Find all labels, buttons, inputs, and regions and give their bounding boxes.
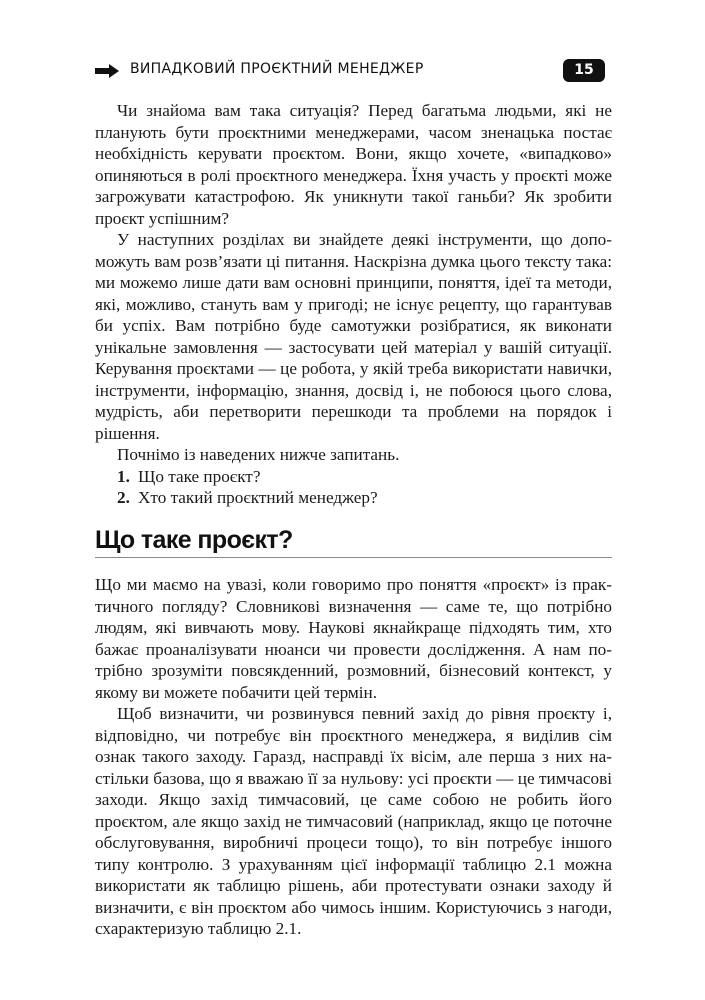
list-item [95, 487, 612, 509]
section-text [95, 574, 612, 940]
paragraph: У наступних розділах ви знайдете деякі інструменти, що допоможуть вам розв’язати ці питання. Наскрізна думка цього тексту така: ми можемо лише дати вам основні принципи, поняття, ідеї та методи, які, можливо, стануть вам у пригоді; не існує рецепту, що гарантував би успіх. Вам потрібно буде самотужки розібратися, як виконати унікальне замовлення — застосувати цей матеріал у вашій ситуації. Керування проєктами — це робота, у якій треба використати навички, інструменти, інформацію, знання, досвід і, не побоюся цього слова, мудрість, аби перетворити перешкоди та проблеми на порядок і рішення. [95, 230, 612, 443]
intro-text [95, 100, 612, 509]
section-heading [95, 525, 612, 558]
questions-list [95, 466, 612, 509]
section-title: Що таке проєкт? [95, 526, 293, 554]
running-head [95, 58, 610, 84]
paragraph: Що ми маємо на увазі, коли говоримо про поняття «проєкт» із практичного погляду? Словникові визначення — саме те, що потрібно людям, які вивчають мову. Наукові якнайкраще підходять тим, хто бажає проаналізувати нюанси чи провести дослідження. А нам потрібно зрозуміти повсякденний, розмовний, бізнесовий контекст, у якому ви можете побачити цей термін. [95, 575, 612, 702]
list-item [95, 466, 612, 488]
page-number-badge: 15 [563, 59, 605, 82]
running-head-title: ВИПАДКОВИЙ ПРОЄКТНИЙ МЕНЕДЖЕР [130, 61, 424, 77]
list-text: Хто такий проєктний менеджер? [138, 488, 378, 507]
list-text: Що таке проєкт? [138, 466, 261, 486]
paragraph: Почнімо із наведених нижче запитань. [117, 445, 400, 464]
paragraph: Чи знайома вам така ситуація? Перед багатьма людьми, які не планують бути проєктними менеджерами, часом зненацька постає необхідність керувати проєктом. Вони, якщо хочете, «випадково» опиняються в ролі проєктного менеджера. Їхня участь у проєкті може загрожувати катастрофою. Як уникнути такої ганьби? Як зробити проєкт успішним? [95, 101, 612, 228]
right-arrow-icon [95, 64, 119, 78]
list-number: 2. [117, 488, 130, 507]
heading-rule [95, 557, 612, 558]
paragraph: Щоб визначити, чи розвинувся певний захід до рівня проєкту і, відповідно, чи потребує він проєктного менеджера, я виділив сім ознак такого заходу. Гаразд, насправді їх вісім, але перша з них настільки базова, що я вважаю її за нульову: усі проєкти — це тимчасові заходи. Якщо захід тимчасовий, це саме собою не робить його проєктом, але якщо захід не тимчасовий (наприклад, якщо це поточне обслуговування, виробничі процеси тощо), то він потребує іншого типу контролю. З урахуванням цієї інформації таблицю 2.1 можна використати як таблицю рішень, аби протестувати ознаки заходу й визначити, є він проєктом або чимось іншим. Користуючись з нагоди, схарактеризую таблицю 2.1. [95, 704, 612, 938]
list-number: 1. [117, 466, 130, 486]
